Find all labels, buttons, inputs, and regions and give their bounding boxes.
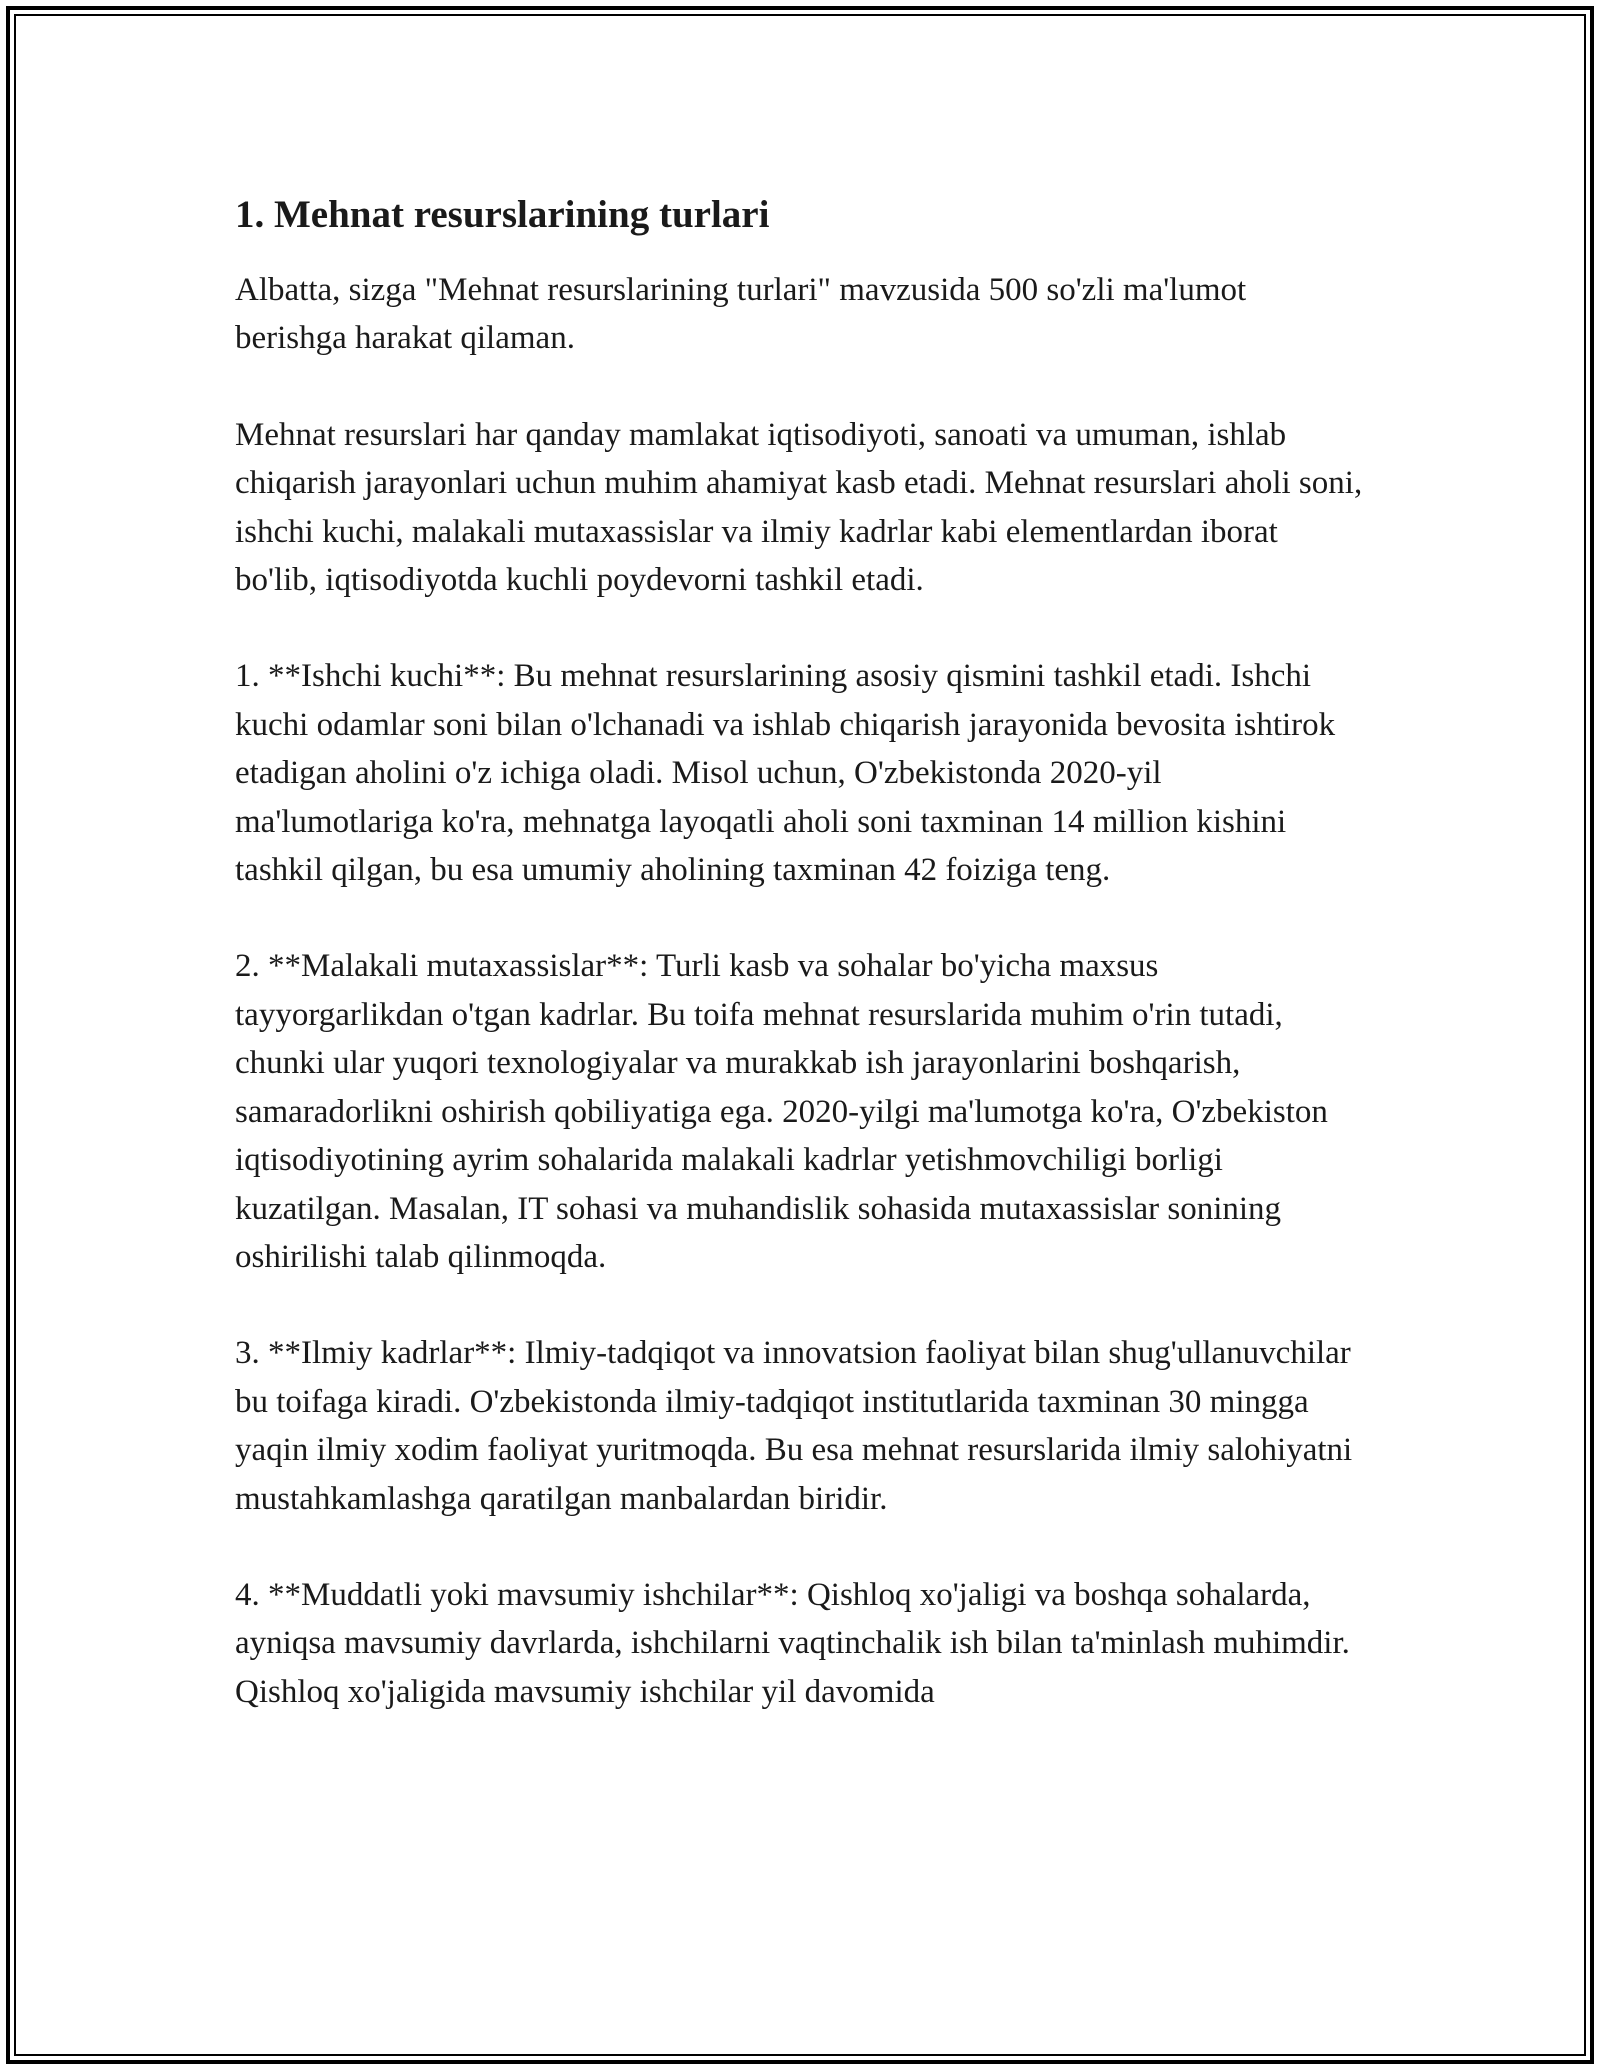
list-item-mavsumiy-ishchilar: 4. **Muddatli yoki mavsumiy ishchilar**: Qishloq xo'jaligi va boshqa sohalarda, ayniqsa mavsumiy davrlarda, ishchilarni vaqtinchalik ish bilan ta'minlash muhimdir. Qishloq xo'jaligida mavsumiy ishchilar yil davomida xyxy=(235,1576,1350,1710)
overview-paragraph: Mehnat resurslari har qanday mamlakat iqtisodiyoti, sanoati va umuman, ishlab chiqarish jarayonlari uchun muhim ahamiyat kasb etadi. Mehnat resurslari aholi soni, ishchi kuchi, malakali mutaxassislar va ilmiy kadrlar kabi elementlardan iborat bo'lib, iqtisodiyotda kuchli poydevorni tashkil etadi. xyxy=(235,416,1363,599)
document-body xyxy=(235,188,1365,1764)
list-item-ilmiy-kadrlar: 3. **Ilmiy kadrlar**: Ilmiy-tadqiqot va innovatsion faoliyat bilan shug'ullanuvchilar bu toifaga kiradi. O'zbekistonda ilmiy-tadqiqot institutlarida taxminan 30 mingga yaqin ilmiy xodim faoliyat yuritmoqda. Bu esa mehnat resurslarida ilmiy salohiyatni mustahkamlashga qaratilgan manbalardan biridir. xyxy=(235,1335,1353,1517)
document-title: 1. Mehnat resurslarining turlari xyxy=(235,193,770,236)
list-item-ishchi-kuchi: 1. **Ishchi kuchi**: Bu mehnat resurslarining asosiy qismini tashkil etadi. Ishchi kuchi odamlar soni bilan o'lchanadi va ishlab chiqarish jarayonida bevosita ishtirok etadigan aholini o'z ichiga oladi. Misol uchun, O'zbekistonda 2020-yil ma'lumotlariga ko'ra, mehnatga layoqatli aholi soni taxminan 14 million kishini tashkil qilgan, bu esa umumiy aholining taxminan 42 foiziga teng. xyxy=(235,658,1336,889)
intro-paragraph: Albatta, sizga "Mehnat resurslarining turlari" mavzusida 500 so'zli ma'lumot berishga harakat qilaman. xyxy=(235,272,1247,357)
list-item-malakali-mutaxassislar: 2. **Malakali mutaxassislar**: Turli kasb va sohalar bo'yicha maxsus tayyorgarlikdan o'tgan kadrlar. Bu toifa mehnat resurslarida muhim o'rin tutadi, chunki ular yuqori texnologiyalar va murakkab ish jarayonlarini boshqarish, samaradorlikni oshirish qobiliyatiga ega. 2020-yilgi ma'lumotga ko'ra, O'zbekiston iqtisodiyotining ayrim sohalarida malakali kadrlar yetishmovchiligi borligi kuzatilgan. Masalan, IT sohasi va muhandislik sohasida mutaxassislar sonining oshirilishi talab qilinmoqda. xyxy=(235,948,1328,1275)
